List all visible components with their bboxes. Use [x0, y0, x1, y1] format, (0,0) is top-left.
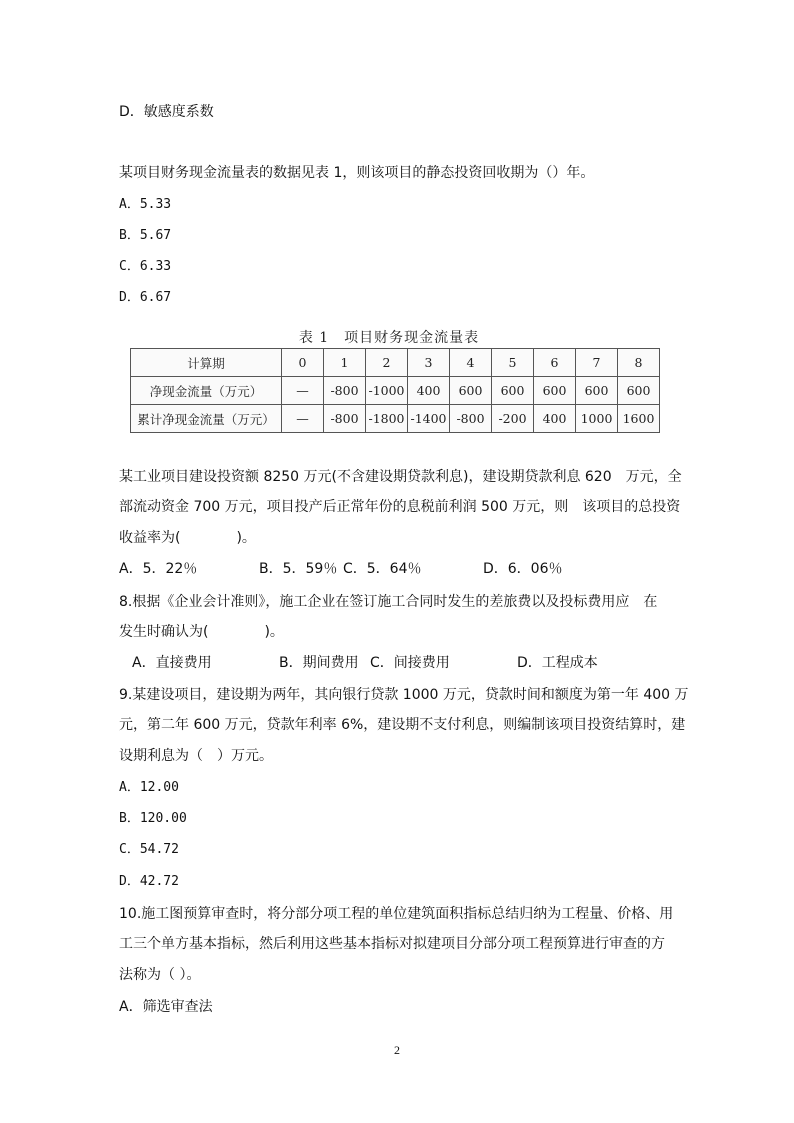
question-8-line-1: 8.根据《企业会计准则》，施工企业在签订施工合同时发生的差旅费以及投标费用应 在: [119, 594, 658, 610]
table-cell: 1: [324, 349, 366, 377]
question-roi-line-1: 某工业项目建设投资额 8250 万元(不含建设期贷款利息)，建设期贷款利息 620 万元，全: [119, 469, 682, 485]
table-cell: -1000: [366, 377, 408, 405]
table-cell: 5: [492, 349, 534, 377]
table-cell: —: [282, 377, 324, 405]
table-cell: -1400: [408, 405, 450, 433]
table-cell: 6: [534, 349, 576, 377]
question-10-line-3: 法称为（ ）。: [119, 967, 201, 983]
question-9-line-2: 元，第二年 600 万元，贷款年利率 6%，建设期不支付利息，则编制该项目投资结算时，建: [119, 717, 686, 733]
question-9-line-3: 设期利息为（ ）万元。: [119, 748, 273, 764]
q9-option-d: D．42.72: [119, 874, 179, 889]
table-cell: 600: [576, 377, 618, 405]
roi-option-d: D．6．06％: [483, 561, 563, 577]
table-caption: 表 1 项目财务现金流量表: [298, 330, 480, 346]
q10-option-a: A．筛选审查法: [119, 999, 213, 1015]
payback-option-d: D．6.67: [119, 290, 172, 305]
table-cell: 7: [576, 349, 618, 377]
table-cell: 1600: [618, 405, 660, 433]
question-roi-line-2: 部流动资金 700 万元，项目投产后正常年份的息税前利润 500 万元，则 该项目的总投资: [119, 499, 681, 515]
table-row-label: 累计净现金流量（万元）: [131, 405, 282, 433]
question-roi-line-3: 收益率为( )。: [119, 530, 256, 546]
table-cell: —: [282, 405, 324, 433]
table-cell: 400: [408, 377, 450, 405]
table-cell: -800: [450, 405, 492, 433]
roi-option-a: A．5．22％: [119, 561, 198, 577]
table-cell: -200: [492, 405, 534, 433]
page-number: 2: [394, 1043, 400, 1057]
table-cell: 2: [366, 349, 408, 377]
table-cell: 1000: [576, 405, 618, 433]
table-row-net-cash-flow: [131, 377, 660, 405]
question-payback: 某项目财务现金流量表的数据见表 1，则该项目的静态投资回收期为（）年。: [119, 165, 595, 181]
table-cell: 4: [450, 349, 492, 377]
question-8-options: [119, 653, 619, 673]
table-cell: 3: [408, 349, 450, 377]
question-8-line-2: 发生时确认为( )。: [119, 624, 284, 640]
table-cell: 400: [534, 405, 576, 433]
q8-option-c: C．间接费用: [370, 655, 450, 671]
payback-option-b: B．5.67: [119, 228, 172, 243]
payback-option-a: A．5.33: [119, 197, 172, 212]
roi-option-b: B．5．59％: [259, 561, 338, 577]
table-cell: -1800: [366, 405, 408, 433]
table-cell: 600: [492, 377, 534, 405]
question-10-line-2: 工三个单方基本指标，然后利用这些基本指标对拟建项目分部分项工程预算进行审查的方: [119, 936, 665, 952]
table-cell: 600: [618, 377, 660, 405]
roi-option-c: C．5．64％: [343, 561, 422, 577]
question-10-line-1: 10.施工图预算审查时，将分部分项工程的单位建筑面积指标总结归纳为工程量、价格、用: [119, 906, 674, 922]
cash-flow-table: [130, 348, 660, 433]
table-header-label: 计算期: [131, 349, 282, 377]
q8-option-b: B．期间费用: [279, 655, 359, 671]
table-cell: -800: [324, 377, 366, 405]
table-cell: 600: [450, 377, 492, 405]
q8-option-d: D．工程成本: [517, 655, 598, 671]
q8-option-a: A．直接费用: [132, 655, 212, 671]
table-row-periods: [131, 349, 660, 377]
table-row-label: 净现金流量（万元）: [131, 377, 282, 405]
roi-options: [119, 559, 599, 579]
table-cell: 0: [282, 349, 324, 377]
q9-option-b: B．120.00: [119, 811, 187, 826]
table-cell: 8: [618, 349, 660, 377]
table-cell: 600: [534, 377, 576, 405]
table-cell: -800: [324, 405, 366, 433]
option-d-sensitivity: D．敏感度系数: [119, 104, 214, 120]
q9-option-a: A．12.00: [119, 780, 179, 795]
table-row-cumulative-cash-flow: [131, 405, 660, 433]
q9-option-c: C．54.72: [119, 842, 179, 857]
question-9-line-1: 9.某建设项目，建设期为两年，其向银行贷款 1000 万元，贷款时间和额度为第一年 400 万: [119, 687, 689, 703]
payback-option-c: C．6.33: [119, 259, 172, 274]
